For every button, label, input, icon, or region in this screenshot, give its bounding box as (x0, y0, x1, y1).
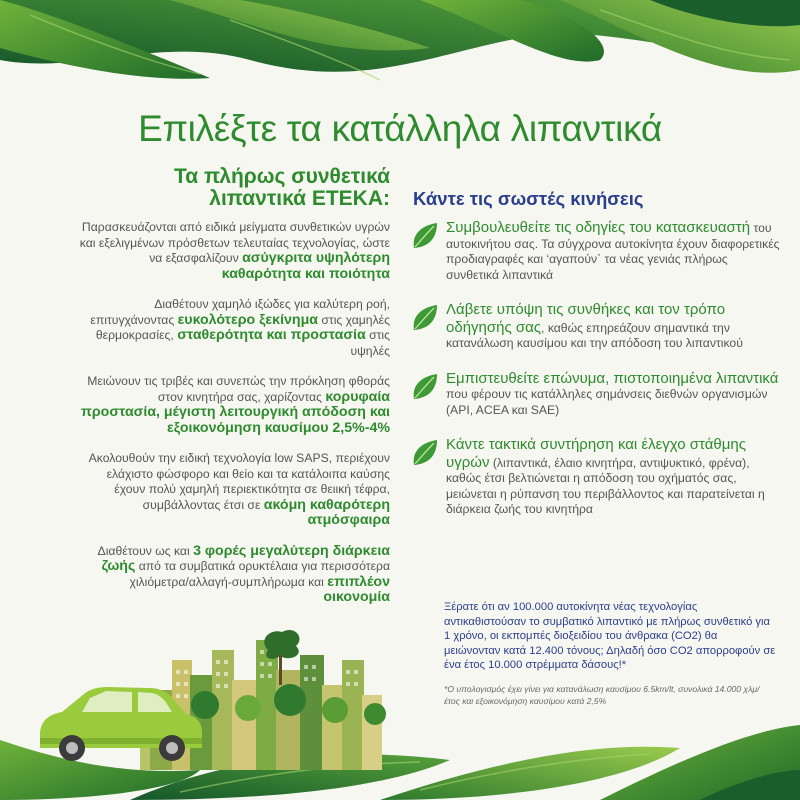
list-item (410, 436, 780, 518)
leaf-icon (410, 303, 440, 333)
item-highlight: Κάντε τακτικά συντήρηση και έλεγχο στάθμης υγρών (446, 436, 746, 471)
item-text: του αυτοκινήτου σας. Τα σύγχρονα αυτοκίνητα έχουν διαφορετικές προδιαγραφές και ‘αγαπούν΄ τα νέας γενιάς πλήρως συνθετικά λιπαντικά (446, 221, 780, 282)
leaf-icon (410, 438, 440, 468)
right-column (410, 188, 780, 536)
paragraph-friction: Μειώνουν τις τριβές και συνεπώς την πρόκληση φθοράς στον κινητήρα σας, χαρίζοντας κορυφαία προστασία, μέγιστη λειτουργική απόδοση και εξοικονόμηση καυσίμου 2,5%-4% (81, 374, 390, 436)
left-heading-line2: λιπαντικά ΕΤΕΚΑ: (209, 187, 390, 210)
highlight-protection: κορυφαία προστασία, μέγιστη λειτουργική απόδοση και εξοικονόμηση καυσίμου 2,5%-4% (81, 388, 390, 436)
highlight-cleaner-air: ακόμη καθαρότερη ατμόσφαιρα (263, 496, 390, 528)
paragraph-lifetime: Διαθέτουν ως και 3 φορές μεγαλύτερη διάρκεια ζωής από τα συμβατικά ορυκτέλαια για περισσότερα χιλιόμετρα/αλλαγή-συμπλήρωμα και επιπλέον οικονομία (97, 542, 390, 605)
right-heading: Κάντε τις σωστές κινήσεις (413, 188, 644, 209)
leaf-icon (410, 372, 440, 402)
paragraph-viscosity: Διαθέτουν χαμηλό ιξώδες για καλύτερη ροή, επιτυγχάνοντας ευκολότερο ξεκίνημα στις χαμηλές θερμοκρασίες, σταθερότητα και προστασία στις υψηλές (90, 297, 390, 358)
top-leaves (0, 0, 800, 80)
co2-fact-note: Ξέρατε ότι αν 100.000 αυτοκίνητα νέας τεχνολογίας αντικαθιστούσαν το συμβατικό λιπαντικό με πλήρως συνθετικό για 1 χρόνο, οι εκπομπές διοξειδίου του άνθρακα (CO2) θα μειώνονταν κατά 12.400 τόνους; Δηλαδή όσο CO2 απορροφούν σε ένα έτος 10.000 στρέμματα δάσους!* (444, 601, 776, 672)
list-item (410, 219, 780, 283)
page-title: Επιλέξτε τα κατάλληλα λιπαντικά (138, 108, 662, 149)
leaf-icon (410, 221, 440, 251)
highlight-purity: ασύγκριτα υψηλότερη καθαρότητα και ποιότητα (221, 250, 390, 282)
item-text: (λιπαντικά, έλαιο κινητήρα, αντιψυκτικό, φρένα), καθώς έτσι βελτιώνεται η απόδοση του οχήματός σας, μειώνεται η ρύπανση του περιβάλλοντος και παρατείνεται η διάρκεια ζωής του κινητήρα (446, 455, 765, 516)
highlight-economy: επιπλέον οικονομία (323, 573, 390, 605)
item-highlight: Εμπιστευθείτε επώνυμα, πιστοποιημένα λιπαντικά (446, 369, 779, 387)
item-text: , καθώς επηρεάζουν σημαντικά την κατανάλωση καυσίμου και την απόδοση του λιπαντικού (446, 320, 743, 350)
item-highlight: Λάβετε υπόψη τις συνθήκες και τον τρόπο οδήγησής σας (446, 301, 726, 336)
left-column (78, 166, 390, 621)
highlight-easy-start: ευκολότερο ξεκίνημα (177, 311, 318, 328)
left-heading (78, 166, 390, 210)
paragraph-composition: Παρασκευάζονται από ειδικά μείγματα συνθετικών υγρών και εξελιγμένων πρόσθετων τελευταίας τεχνολογίας, ώστε να εξασφαλίζουν ασύγκριτα υψηλότερη καθαρότητα και ποιότητα (79, 220, 390, 282)
list-item (410, 301, 780, 352)
footnote: *Ο υπολογισμός έχει γίνει για κατανάλωση καυσίμου 6.5km/lt, συνολικά 14.000 χλμ/έτος και εξοικονόμηση καυσίμου κατά 2,5% (444, 684, 760, 706)
highlight-lifetime: 3 φορές μεγαλύτερη διάρκεια ζωής (101, 542, 390, 574)
item-highlight: Συμβουλευθείτε τις οδηγίες του κατασκευαστή (446, 219, 751, 236)
left-heading-line1: Τα πλήρως συνθετικά (173, 165, 390, 188)
list-item (410, 370, 780, 419)
paragraph-low-saps: Ακολουθούν την ειδική τεχνολογία low SAPS, περιέχουν ελάχιστο φώσφορο και θείο και τα κατάλοιπα καύσης έχουν πολύ χαμηλή περιεκτικότητα σε θειική τέφρα, συμβάλλοντας έτσι σε ακόμη καθαρότερη ατμόσφαιρα (88, 451, 390, 528)
highlight-stability: σταθερότητα και προστασία (177, 327, 366, 343)
item-text: που φέρουν τις κατάλληλες σημάνσεις διεθνών οργανισμών (API, ACEA και SAE) (446, 387, 768, 417)
